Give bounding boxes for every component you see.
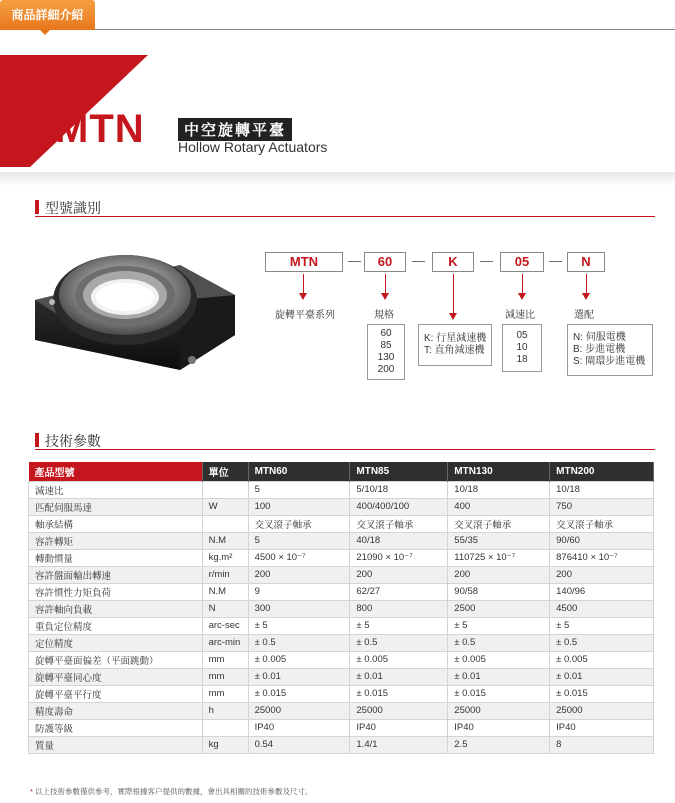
spec-value-cell: 25000 [448,702,550,719]
table-row [29,651,654,668]
spec-name-cell: 減速比 [29,481,203,498]
rotary-actuator-illustration [30,240,240,375]
ratio-option: 05 [516,330,528,341]
footnote-text: 以上技術參數僅供參考，實際根據客户提供的數據，會出具相關的技術參數及尺寸。 [35,787,313,796]
code-separator: — [348,253,361,268]
spec-value-cell: ± 0.005 [248,651,350,668]
ratio-option: 10 [516,342,528,353]
label-ratio: 減速比 [505,310,535,321]
unit-cell [202,481,248,498]
table-header-row [29,462,654,481]
label-series: 旋轉平臺系列 [275,310,335,321]
unit-cell: arc-min [202,634,248,651]
spec-value-cell: 25000 [350,702,448,719]
spec-name-cell: 防護等級 [29,719,203,736]
spec-value-cell: 40/18 [350,532,448,549]
arrow-down-icon [522,274,523,294]
spec-value-cell: 0.54 [248,736,350,753]
section-underline [35,216,655,217]
spec-value-cell: ± 0.5 [248,634,350,651]
spec-value-cell: ± 5 [448,617,550,634]
unit-cell: r/min [202,566,248,583]
unit-cell: kg [202,736,248,753]
column-header: 單位 [202,462,248,481]
footnote [30,786,313,797]
column-header: MTN200 [550,462,654,481]
spec-value-cell: ± 0.015 [350,685,448,702]
spec-value-cell: IP40 [248,719,350,736]
spec-name-cell: 轉動慣量 [29,549,203,566]
spec-name-cell: 重負定位精度 [29,617,203,634]
code-box-size: 60 [364,252,406,272]
unit-cell: arc-sec [202,617,248,634]
spec-value-cell: ± 0.005 [350,651,448,668]
spec-name-cell: 匹配伺服馬達 [29,498,203,515]
spec-value-cell: ± 0.015 [448,685,550,702]
spec-name-cell: 定位精度 [29,634,203,651]
motor-option: N: 伺服電機 [573,332,626,343]
table-row [29,532,654,549]
spec-name-cell: 軸承結構 [29,515,203,532]
spec-name-cell: 容許慣性力矩負荷 [29,583,203,600]
tab-notch [40,30,50,35]
spec-value-cell: 62/27 [350,583,448,600]
size-option: 60 [380,328,392,339]
code-separator: — [480,253,493,268]
footnote-mark: * [30,787,33,796]
ratio-options [502,324,542,372]
spec-value-cell: 140/96 [550,583,654,600]
motor-option: B: 步進電機 [573,344,626,355]
spec-value-cell: ± 5 [350,617,448,634]
column-header: 產品型號 [29,462,203,481]
spec-value-cell: IP40 [350,719,448,736]
spec-value-cell: 5 [248,481,350,498]
spec-name-cell: 旋轉平臺同心度 [29,668,203,685]
reducer-option: K: 行星減速機 [424,333,487,344]
hero-banner [0,55,675,170]
specs-table [28,462,654,754]
tab-bar [0,0,675,30]
spec-value-cell: 21090 × 10⁻⁷ [350,549,448,566]
unit-cell: N.M [202,532,248,549]
size-options [367,324,405,380]
spec-value-cell: 400/400/100 [350,498,448,515]
spec-value-cell: 200 [350,566,448,583]
spec-name-cell: 旋轉平臺面偏差（平面跳動） [29,651,203,668]
spec-value-cell: ± 0.015 [550,685,654,702]
table-row [29,617,654,634]
unit-cell: kg.m² [202,549,248,566]
hero-red-block [0,55,30,167]
section-heading-model-id: 型號識別 [35,198,101,218]
unit-cell: N.M [202,583,248,600]
column-header: MTN85 [350,462,448,481]
spec-value-cell: ± 0.01 [448,668,550,685]
table-row [29,566,654,583]
spec-value-cell: ± 0.01 [350,668,448,685]
table-row [29,736,654,753]
spec-value-cell: ± 0.01 [248,668,350,685]
spec-value-cell: 交叉滾子軸承 [448,515,550,532]
arrow-down-icon [586,274,587,294]
spec-value-cell: ± 0.01 [550,668,654,685]
spec-value-cell: 交叉滾子軸承 [248,515,350,532]
size-option: 85 [380,340,392,351]
code-box-series: MTN [265,252,343,272]
spec-value-cell: 9 [248,583,350,600]
spec-value-cell: 10/18 [448,481,550,498]
spec-value-cell: 750 [550,498,654,515]
column-header: MTN130 [448,462,550,481]
spec-value-cell: 100 [248,498,350,515]
spec-name-cell: 容許盤面輸出轉速 [29,566,203,583]
spec-value-cell: 200 [248,566,350,583]
spec-value-cell: ± 0.015 [248,685,350,702]
spec-name-cell: 質量 [29,736,203,753]
unit-cell: W [202,498,248,515]
spec-value-cell: 10/18 [550,481,654,498]
unit-cell [202,515,248,532]
spec-value-cell: ± 0.005 [448,651,550,668]
spec-value-cell: ± 0.5 [550,634,654,651]
spec-value-cell: ± 0.5 [350,634,448,651]
table-row [29,600,654,617]
table-row [29,498,654,515]
spec-value-cell: ± 0.005 [550,651,654,668]
spec-value-cell: 4500 [550,600,654,617]
code-box-option: N [567,252,605,272]
size-option: 130 [377,352,395,363]
arrow-down-icon [453,274,454,314]
spec-value-cell: 800 [350,600,448,617]
spec-value-cell: 1.4/1 [350,736,448,753]
label-option: 選配 [574,310,594,321]
reducer-option: T: 直角減速機 [424,345,485,356]
hero-subtitle-cn: 中空旋轉平臺 [178,118,292,141]
spec-value-cell: 110725 × 10⁻⁷ [448,549,550,566]
table-row [29,702,654,719]
spec-name-cell: 容許轉矩 [29,532,203,549]
code-separator: — [412,253,425,268]
spec-value-cell: 200 [550,566,654,583]
spec-value-cell: 4500 × 10⁻⁷ [248,549,350,566]
spec-value-cell: 2500 [448,600,550,617]
spec-value-cell: 300 [248,600,350,617]
hero-title: MTN [55,107,145,151]
spec-value-cell: 25000 [550,702,654,719]
unit-cell: mm [202,685,248,702]
spec-value-cell: ± 5 [550,617,654,634]
table-row [29,719,654,736]
size-option: 200 [377,364,395,375]
spec-value-cell: 2.5 [448,736,550,753]
spec-value-cell: 5 [248,532,350,549]
spec-name-cell: 容許軸向負載 [29,600,203,617]
spec-value-cell: 8 [550,736,654,753]
spec-value-cell: 876410 × 10⁻⁷ [550,549,654,566]
spec-value-cell: ± 0.5 [448,634,550,651]
unit-cell: mm [202,668,248,685]
unit-cell [202,719,248,736]
spec-value-cell: 交叉滾子軸承 [550,515,654,532]
spec-value-cell: 交叉滾子軸承 [350,515,448,532]
code-separator: — [549,253,562,268]
ratio-option: 18 [516,354,528,365]
arrow-down-icon [385,274,386,294]
code-box-ratio: 05 [500,252,544,272]
spec-value-cell: IP40 [550,719,654,736]
table-row [29,549,654,566]
unit-cell: mm [202,651,248,668]
spec-value-cell: 55/35 [448,532,550,549]
spec-name-cell: 旋轉平臺平行度 [29,685,203,702]
label-size: 規格 [374,310,394,321]
code-box-reducer: K [432,252,474,272]
spec-value-cell: 25000 [248,702,350,719]
hero-subtitle-en: Hollow Rotary Actuators [178,139,328,155]
arrow-down-icon [303,274,304,294]
spec-value-cell: 90/60 [550,532,654,549]
motor-options [567,324,653,376]
hero-divider [0,172,675,186]
section-underline [35,449,655,450]
table-row [29,583,654,600]
table-row [29,481,654,498]
table-row [29,634,654,651]
reducer-options [418,324,492,366]
tab-product-details[interactable]: 商品詳細介紹 [0,0,95,30]
spec-name-cell: 精度壽命 [29,702,203,719]
table-row [29,685,654,702]
spec-value-cell: 5/10/18 [350,481,448,498]
table-row [29,668,654,685]
column-header: MTN60 [248,462,350,481]
table-row [29,515,654,532]
unit-cell: h [202,702,248,719]
unit-cell: N [202,600,248,617]
spec-value-cell: 90/58 [448,583,550,600]
spec-value-cell: 200 [448,566,550,583]
spec-value-cell: 400 [448,498,550,515]
motor-option: S: 閘環步進電機 [573,356,646,367]
spec-value-cell: IP40 [448,719,550,736]
spec-value-cell: ± 5 [248,617,350,634]
section-heading-specs: 技術參數 [35,431,101,451]
